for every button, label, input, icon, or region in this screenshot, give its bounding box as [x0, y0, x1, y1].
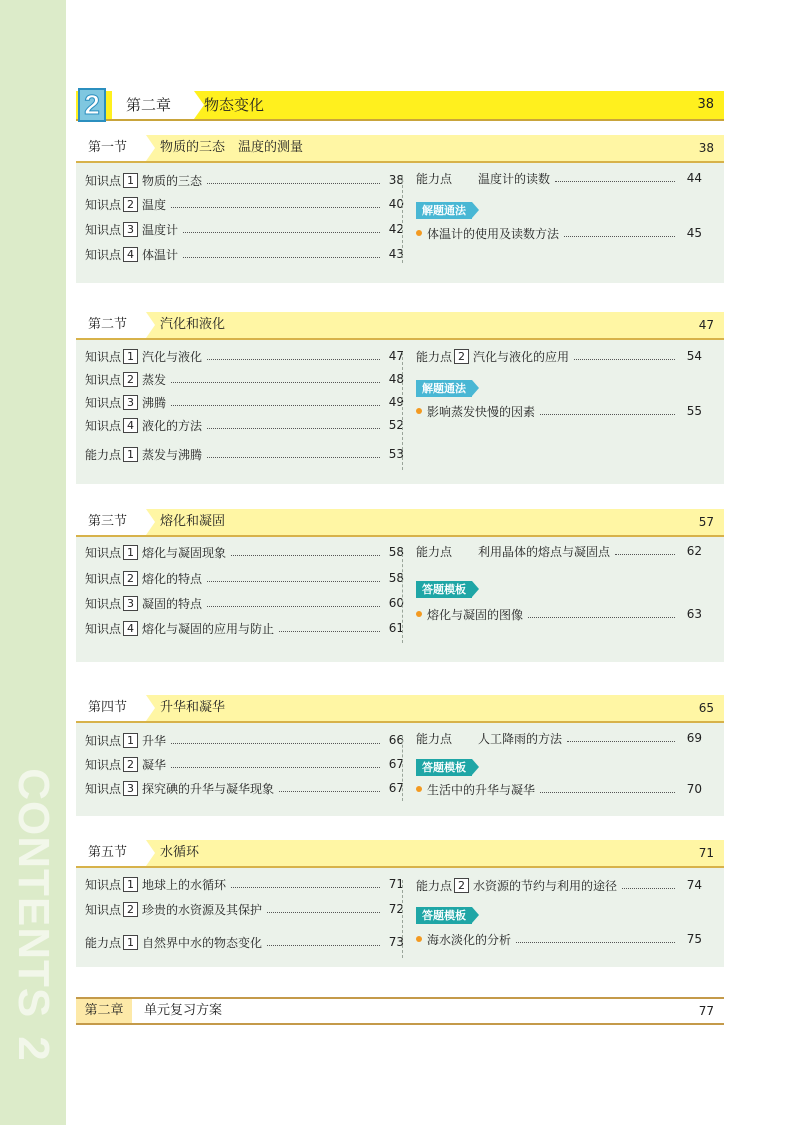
section-title: 汽化和液化: [160, 317, 226, 332]
entry-type: 能力点: [416, 731, 453, 746]
entry-title: 地球上的水循环: [142, 877, 227, 892]
toc-entry[interactable]: [416, 224, 702, 242]
dot-leader: [267, 945, 380, 946]
entry-title: 蒸发与沸腾: [142, 447, 203, 462]
entry-number-box: 3: [123, 781, 138, 796]
entry-type: 知识点: [85, 349, 122, 364]
entry-title: 熔化与凝固现象: [142, 545, 227, 560]
entry-title: 熔化与凝固的应用与防止: [142, 621, 275, 636]
section-label: 第二节: [76, 312, 146, 338]
entry-page: 70: [686, 782, 702, 796]
section-page: 57: [698, 515, 714, 529]
entry-title: 探究碘的升华与凝华现象: [142, 781, 275, 796]
section-label: 第五节: [76, 840, 146, 866]
toc-entry[interactable]: [85, 933, 404, 951]
dot-leader: [516, 942, 675, 943]
side-number: 2: [9, 1036, 58, 1062]
section-label: 第一节: [76, 135, 146, 161]
entry-page: 44: [686, 171, 702, 185]
toc-entry[interactable]: [416, 876, 702, 894]
entry-number-box: 2: [454, 349, 469, 364]
section-page: 47: [698, 318, 714, 332]
chapter-title: 物态变化: [204, 96, 265, 114]
entry-number-box: 2: [454, 878, 469, 893]
entry-number-box: 1: [123, 173, 138, 188]
dot-leader: [207, 457, 380, 458]
entry-number-box: 4: [123, 621, 138, 636]
review-label: 第二章: [76, 999, 132, 1023]
entry-page: 69: [686, 731, 702, 745]
entry-page: 58: [388, 545, 404, 559]
entry-type: 知识点: [85, 247, 122, 262]
entry-type: 知识点: [85, 902, 122, 917]
dot-leader: [207, 359, 380, 360]
entry-page: 45: [686, 226, 702, 240]
entry-type: 知识点: [85, 418, 122, 433]
entry-type: 知识点: [85, 545, 122, 560]
entry-page: 58: [388, 571, 404, 585]
section-label: 第四节: [76, 695, 146, 721]
toc-entry[interactable]: [416, 605, 702, 623]
dot-leader: [540, 792, 675, 793]
entry-type: 知识点: [85, 596, 122, 611]
section-header[interactable]: [76, 509, 724, 537]
entry-title: 沸腾: [142, 395, 167, 410]
toc-entry[interactable]: [85, 445, 404, 463]
entry-type: 能力点: [85, 935, 122, 950]
entry-type: 知识点: [85, 197, 122, 212]
dot-leader: [207, 183, 380, 184]
chapter-review-row[interactable]: [76, 997, 724, 1025]
dot-leader: [171, 743, 380, 744]
chapter-number-badge: 2: [78, 88, 106, 122]
entry-title: 液化的方法: [142, 418, 203, 433]
entry-page: 40: [388, 197, 404, 211]
entry-page: 61: [388, 621, 404, 635]
entry-page: 42: [388, 222, 404, 236]
toc-entry[interactable]: [85, 875, 404, 893]
entry-title: 熔化的特点: [142, 571, 203, 586]
dot-leader: [207, 428, 380, 429]
template-tag: 答题模板: [416, 907, 472, 924]
entry-number-box: 2: [123, 372, 138, 387]
entry-page: 63: [686, 607, 702, 621]
dot-leader: [183, 232, 380, 233]
dot-leader: [207, 606, 380, 607]
entry-type: 能力点: [416, 349, 453, 364]
entry-page: 72: [388, 902, 404, 916]
dot-leader: [567, 741, 675, 742]
entry-number-box: 2: [123, 571, 138, 586]
entry-page: 62: [686, 544, 702, 558]
entry-title: 生活中的升华与凝华: [427, 782, 536, 797]
entry-type: 知识点: [85, 877, 122, 892]
entry-number-box: 1: [123, 349, 138, 364]
toc-entry[interactable]: [416, 542, 702, 560]
dot-leader: [279, 791, 380, 792]
toc-entry[interactable]: [416, 780, 702, 798]
toc-entry[interactable]: [416, 347, 702, 365]
entry-title: 温度计的读数: [478, 171, 551, 186]
chapter-label: 第二章: [112, 91, 194, 119]
dot-leader: [540, 414, 675, 415]
entry-number-box: 1: [123, 935, 138, 950]
entry-title: 海水淡化的分析: [427, 932, 512, 947]
entry-title: 蒸发: [142, 372, 167, 387]
entry-type: 知识点: [85, 781, 122, 796]
toc-entry[interactable]: [85, 900, 404, 918]
chapter-page: 38: [697, 97, 714, 112]
dot-leader: [231, 887, 380, 888]
entry-page: 55: [686, 404, 702, 418]
toc-entry[interactable]: [85, 220, 404, 238]
dot-leader: [622, 888, 675, 889]
template-tag: 答题模板: [416, 759, 472, 776]
entry-page: 71: [388, 877, 404, 891]
entry-number-box: 1: [123, 447, 138, 462]
toc-entry[interactable]: [85, 594, 404, 612]
section-header[interactable]: [76, 840, 724, 868]
section-title: 升华和凝华: [160, 700, 226, 715]
entry-title: 体温计: [142, 247, 179, 262]
method-tag: 解题通法: [416, 380, 472, 397]
toc-entry[interactable]: [85, 619, 404, 637]
entry-page: 67: [388, 757, 404, 771]
chapter-header[interactable]: [76, 91, 724, 121]
entry-title: 影响蒸发快慢的因素: [427, 404, 536, 419]
entry-title: 温度: [142, 197, 167, 212]
entry-page: 43: [388, 247, 404, 261]
column-divider: [402, 880, 403, 958]
entry-page: 47: [388, 349, 404, 363]
entry-title: 利用晶体的熔点与凝固点: [478, 544, 611, 559]
entry-page: 53: [388, 447, 404, 461]
toc-section: [76, 840, 724, 967]
entry-type: 能力点: [416, 171, 453, 186]
dot-leader: [279, 631, 380, 632]
dot-leader: [171, 207, 380, 208]
dot-leader: [267, 912, 380, 913]
entry-title: 汽化与液化的应用: [473, 349, 570, 364]
template-tag: 答题模板: [416, 581, 472, 598]
bullet-icon: [416, 936, 422, 942]
entry-title: 自然界中水的物态变化: [142, 935, 263, 950]
bullet-icon: [416, 408, 422, 414]
section-page: 38: [698, 141, 714, 155]
entry-number-box: 3: [123, 596, 138, 611]
method-tag: 解题通法: [416, 202, 472, 219]
toc-section: [76, 509, 724, 662]
entry-type: 知识点: [85, 733, 122, 748]
entry-page: 73: [388, 935, 404, 949]
toc-section: [76, 312, 724, 484]
dot-leader: [555, 181, 675, 182]
section-title: 水循环: [160, 845, 200, 860]
entry-page: 54: [686, 349, 702, 363]
entry-type: 能力点: [416, 878, 453, 893]
entry-number-box: 2: [123, 757, 138, 772]
toc-entry[interactable]: [85, 731, 404, 749]
review-title: 单元复习方案: [144, 1003, 223, 1018]
side-word: CONTENTS: [9, 768, 58, 1019]
entry-title: 水资源的节约与利用的途径: [473, 878, 618, 893]
entry-number-box: 1: [123, 545, 138, 560]
entry-title: 汽化与液化: [142, 349, 203, 364]
entry-number-box: 4: [123, 247, 138, 262]
entry-page: 60: [388, 596, 404, 610]
entry-number-box: 2: [123, 902, 138, 917]
entry-type: 知识点: [85, 395, 122, 410]
dot-leader: [528, 617, 675, 618]
entry-type: 能力点: [416, 544, 453, 559]
bullet-icon: [416, 230, 422, 236]
section-header[interactable]: [76, 135, 724, 163]
toc-entry[interactable]: [85, 416, 404, 434]
entry-type: 知识点: [85, 372, 122, 387]
section-page: 71: [698, 846, 714, 860]
toc-section: [76, 695, 724, 816]
section-page: 65: [698, 701, 714, 715]
entry-page: 49: [388, 395, 404, 409]
entry-number-box: 1: [123, 877, 138, 892]
entry-page: 48: [388, 372, 404, 386]
entry-page: 67: [388, 781, 404, 795]
dot-leader: [183, 257, 380, 258]
toc-entry[interactable]: [85, 779, 404, 797]
entry-type: 知识点: [85, 621, 122, 636]
entry-title: 物质的三态: [142, 173, 203, 188]
side-contents-label: [8, 768, 58, 1061]
entry-number-box: 3: [123, 222, 138, 237]
entry-title: 体温计的使用及读数方法: [427, 226, 560, 241]
toc-entry[interactable]: [85, 370, 404, 388]
dot-leader: [231, 555, 380, 556]
section-header[interactable]: [76, 695, 724, 723]
toc-entry[interactable]: [85, 569, 404, 587]
toc-entry[interactable]: [85, 347, 404, 365]
dot-leader: [615, 554, 675, 555]
dot-leader: [171, 382, 380, 383]
entry-number-box: 1: [123, 733, 138, 748]
entry-page: 66: [388, 733, 404, 747]
toc-entry[interactable]: [416, 402, 702, 420]
toc-entry[interactable]: [85, 393, 404, 411]
entry-title: 珍贵的水资源及其保护: [142, 902, 263, 917]
entry-type: 知识点: [85, 173, 122, 188]
toc-entry[interactable]: [416, 930, 702, 948]
toc-entry[interactable]: [85, 171, 404, 189]
bullet-icon: [416, 611, 422, 617]
section-title: 物质的三态 温度的测量: [160, 140, 304, 155]
entry-type: 知识点: [85, 222, 122, 237]
entry-page: 52: [388, 418, 404, 432]
entry-number-box: 4: [123, 418, 138, 433]
bullet-icon: [416, 786, 422, 792]
dot-leader: [171, 405, 380, 406]
toc-entry[interactable]: [85, 245, 404, 263]
toc-section: [76, 135, 724, 283]
toc-entry[interactable]: [85, 195, 404, 213]
entry-number-box: 3: [123, 395, 138, 410]
column-divider: [402, 549, 403, 643]
dot-leader: [207, 581, 380, 582]
entry-title: 凝固的特点: [142, 596, 203, 611]
entry-title: 凝华: [142, 757, 167, 772]
entry-type: 能力点: [85, 447, 122, 462]
toc-entry[interactable]: [85, 543, 404, 561]
column-divider: [402, 175, 403, 263]
entry-title: 人工降雨的方法: [478, 731, 563, 746]
dot-leader: [171, 767, 380, 768]
column-divider: [402, 352, 403, 470]
entry-page: 38: [388, 173, 404, 187]
section-title: 熔化和凝固: [160, 514, 226, 529]
entry-title: 升华: [142, 733, 167, 748]
review-page: 77: [698, 1004, 714, 1018]
toc-entry[interactable]: [416, 169, 702, 187]
entry-type: 知识点: [85, 757, 122, 772]
column-divider: [402, 735, 403, 801]
entry-number-box: 2: [123, 197, 138, 212]
entry-type: 知识点: [85, 571, 122, 586]
section-header[interactable]: [76, 312, 724, 340]
entry-title: 熔化与凝固的图像: [427, 607, 524, 622]
entry-page: 75: [686, 932, 702, 946]
dot-leader: [574, 359, 675, 360]
section-label: 第三节: [76, 509, 146, 535]
toc-entry[interactable]: [85, 755, 404, 773]
entry-page: 74: [686, 878, 702, 892]
dot-leader: [564, 236, 675, 237]
toc-entry[interactable]: [416, 729, 702, 747]
entry-title: 温度计: [142, 222, 179, 237]
